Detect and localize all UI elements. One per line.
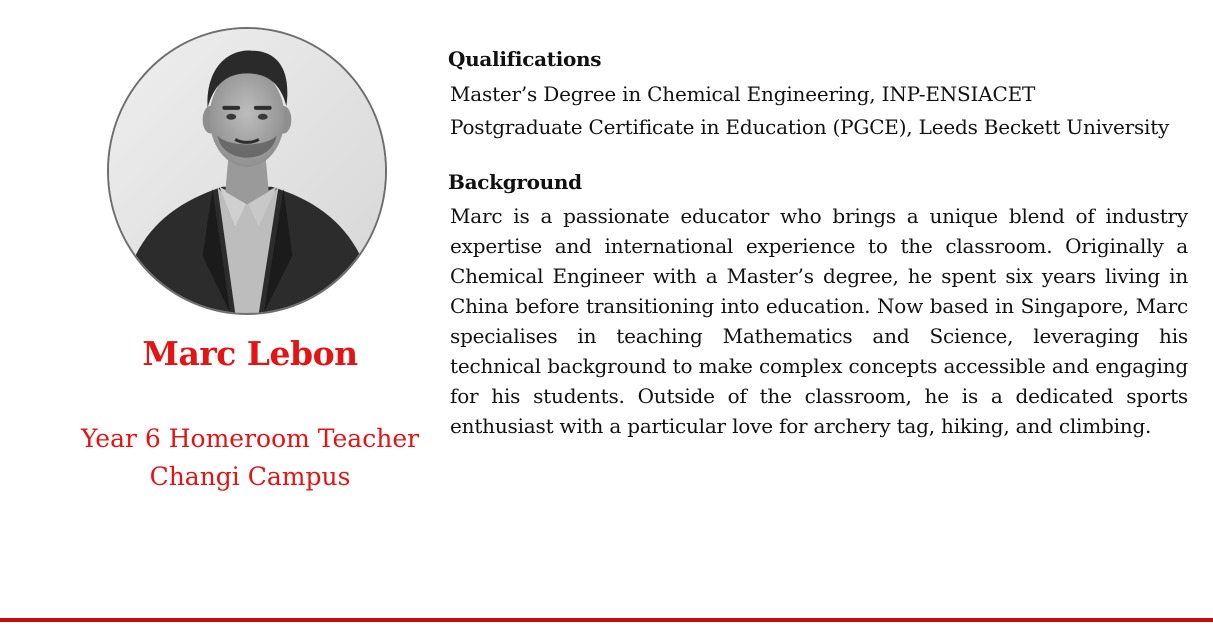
role-title: Year 6 Homeroom Teacher: [80, 424, 420, 453]
teacher-role: [50, 420, 450, 496]
background-heading: Background: [448, 170, 582, 194]
background-paragraph: Marc is a passionate educator who brings a unique blend of industry expertise and international experience to the classroom. Originally a Chemical Engineer with a Master’s degree, he spent six years living in China before transitioning into education. Now based in Singapore, Marc specialises in teaching Mathematics and Science, leveraging his technical background to make complex concepts accessible and engaging for his students. Outside of the classroom, he is a dedicated sports enthusiast with a particular love for archery tag, hiking, and climbing.: [450, 204, 1188, 438]
qualification-item: Master’s Degree in Chemical Engineering, INP-ENSIACET: [450, 82, 1036, 106]
portrait-photo: [107, 27, 387, 315]
teacher-name: Marc Lebon: [142, 334, 358, 373]
qualifications-heading: Qualifications: [448, 47, 602, 71]
bottom-divider: [0, 618, 1213, 622]
campus-name: Changi Campus: [149, 462, 351, 491]
qualifications-list: [450, 78, 1169, 144]
person-portrait-icon: [109, 29, 385, 313]
qualification-item: Postgraduate Certificate in Education (PGCE), Leeds Beckett University: [450, 115, 1170, 139]
